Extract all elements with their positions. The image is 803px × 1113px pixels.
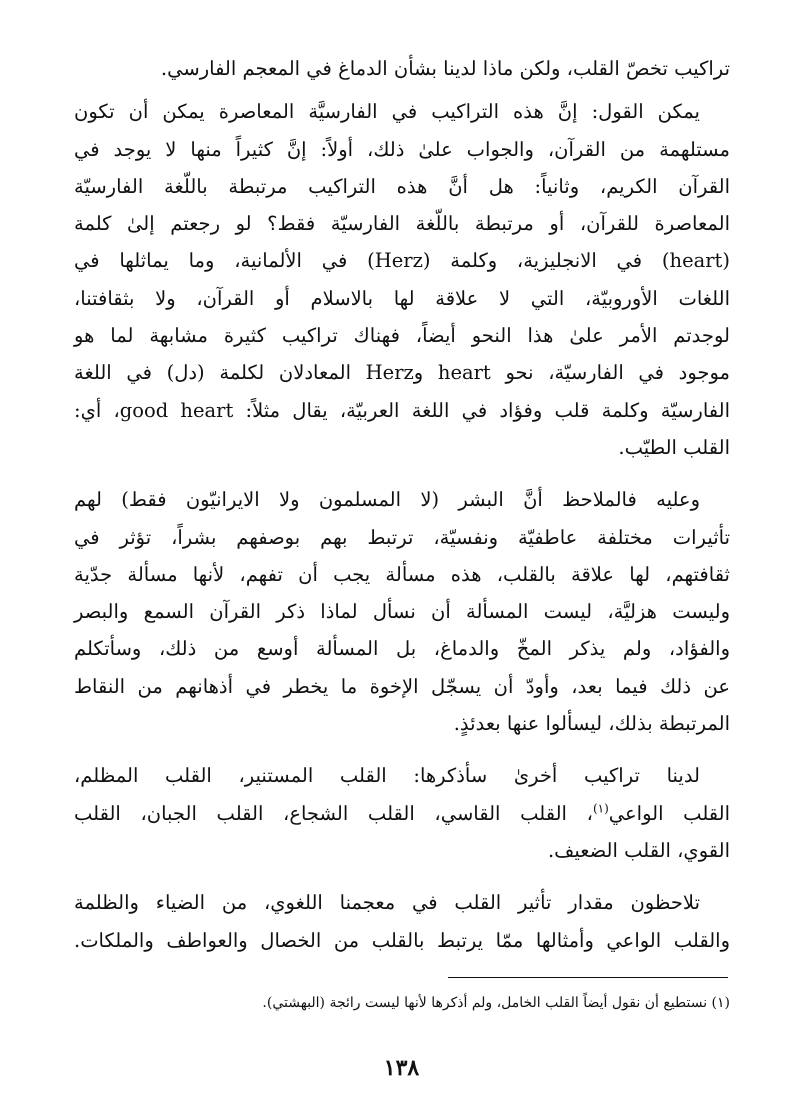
text-line: الفارسيّة وكلمة قلب وفؤاد في اللغة العربيّة، يقال مثلاً: good heart، أي: <box>74 398 730 422</box>
text-line: موجود في الفارسيّة، نحو heart وHerz المعادلان لكلمة (دل) في اللغة <box>74 361 730 385</box>
paragraph-5 <box>74 884 730 959</box>
text-line: لدينا تراكيب أخرىٰ سأذكرها: القلب المستنير، القلب المظلم، <box>74 764 700 788</box>
text-line: المرتبطة بذلك، ليسألوا عنها بعدئذٍ. <box>453 712 730 736</box>
text-line: وعليه فالملاحظ أنَّ البشر (لا المسلمون ولا الايرانيّون فقط) لهم <box>74 488 700 512</box>
text-line: القرآن الكريم، وثانياً: هل أنَّ هذه التراكيب مرتبطة باللّغة الفارسيّة <box>74 174 730 198</box>
footnote-marker[interactable]: (١) <box>592 801 609 816</box>
text-line: القوي، القلب الضعيف. <box>547 838 730 862</box>
text-line: اللغات الأوروبيّة، التي لا علاقة لها بالاسلام أو القرآن، ولا بثقافتنا، <box>74 286 730 310</box>
text-line: عن ذلك فيما بعد، وأودّ أن يسجّل الإخوة ما يخطر في أذهانهم من النقاط <box>74 674 730 698</box>
text-line: لوجدتم الأمر علىٰ هذا النحو أيضاً، فهناك تراكيب كثيرة مشابهة لما هو <box>74 324 730 348</box>
paragraph-1 <box>74 50 730 87</box>
paragraph-4 <box>74 757 730 869</box>
paragraph-3 <box>74 481 730 742</box>
page-number: ١٣٨ <box>383 1055 420 1081</box>
text-line <box>74 795 730 832</box>
text-segment: القلب الواعي <box>608 801 731 825</box>
text-line: مستلهمة من القرآن، والجواب علىٰ ذلك، أولاً: إنَّ كثيراً منها لا يوجد في <box>74 137 730 161</box>
text-line: تلاحظون مقدار تأثير القلب في معجمنا اللغوي، من الضياء والظلمة <box>74 891 700 915</box>
text-line: القلب الطيّب. <box>618 435 730 459</box>
text-line: والقلب الواعي وأمثالها ممّا يرتبط بالقلب من الخصال والعواطف والملكات. <box>74 928 730 952</box>
text-line: المعاصرة للقرآن، أو مرتبطة باللّغة الفارسيّة فقط؟ لو رجعتم إلىٰ كلمة <box>74 212 730 236</box>
text-line: وليست هزليَّة، ليست المسألة أن نسأل لماذا ذكر القرآن السمع والبصر <box>74 600 730 624</box>
footnote-divider <box>448 977 728 978</box>
text-line: تأثيرات مختلفة عاطفيّة ونفسيّة، ترتبط بهم بوصفهم بشراً، تؤثر في <box>74 525 730 549</box>
footnote: (١) نستطيع أن نقول أيضاً القلب الخامل، ولم أذكرها لأنها ليست رائجة (البهشتي). <box>262 995 730 1011</box>
page-body <box>74 50 730 959</box>
paragraph-2 <box>74 93 730 466</box>
text-line: (heart) في الانجليزية، وكلمة (Herz) في الألمانية، وما يماثلها في <box>74 249 731 273</box>
text-line: والفؤاد، ولم يذكر المخّ والدماغ، بل المسألة أوسع من ذلك، وسأتكلم <box>74 637 730 661</box>
text-line: يمكن القول: إنَّ هذه التراكيب في الفارسيَّة المعاصرة يمكن أن تكون <box>74 100 700 124</box>
text-line: ثقافتهم، لها علاقة بالقلب، هذه مسألة يجب أن تفهم، لأنها مسألة جدّية <box>74 562 730 586</box>
text-segment: ، القلب القاسي، القلب الشجاع، القلب الجبان، القلب <box>74 801 593 825</box>
text-line: تراكيب تخصّ القلب، ولكن ماذا لدينا بشأن الدماغ في المعجم الفارسي. <box>160 57 730 80</box>
